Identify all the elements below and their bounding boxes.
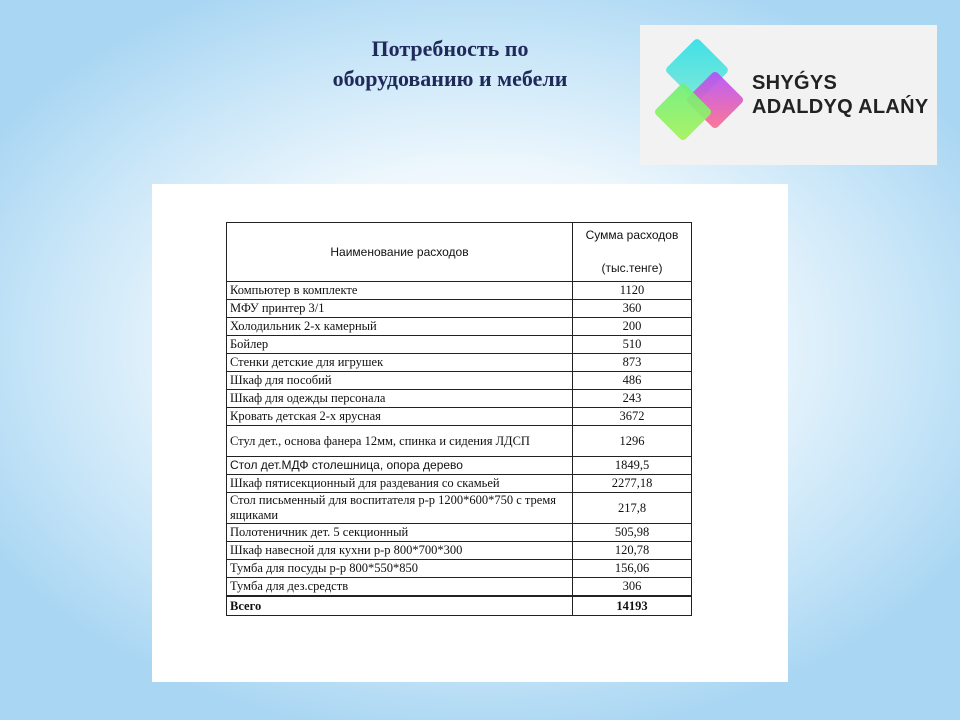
slide-title-line1: Потребность по	[371, 36, 529, 61]
costs-table	[226, 222, 692, 616]
table-row	[227, 354, 692, 372]
table-row	[227, 372, 692, 390]
table-total-row	[227, 596, 692, 616]
row-name: Стул дет., основа фанера 12мм, спинка и сидения ЛДСП	[227, 426, 573, 457]
table-row	[227, 475, 692, 493]
row-name: МФУ принтер 3/1	[227, 300, 573, 318]
table-row	[227, 408, 692, 426]
row-name: Бойлер	[227, 336, 573, 354]
logo-text	[752, 71, 929, 119]
row-name: Холодильник 2-х камерный	[227, 318, 573, 336]
table-row	[227, 524, 692, 542]
slide-title-line2: оборудованию и мебели	[332, 66, 568, 91]
row-amount: 306	[573, 578, 692, 597]
table-row	[227, 493, 692, 524]
row-amount: 360	[573, 300, 692, 318]
row-name: Тумба для дез.средств	[227, 578, 573, 597]
table-row	[227, 457, 692, 475]
table-row	[227, 560, 692, 578]
row-name: Шкаф навесной для кухни р-р 800*700*300	[227, 542, 573, 560]
row-name: Тумба для посуды р-р 800*550*850	[227, 560, 573, 578]
row-name: Стенки детские для игрушек	[227, 354, 573, 372]
scanned-document	[152, 184, 788, 682]
row-amount: 120,78	[573, 542, 692, 560]
logo	[640, 25, 937, 165]
slide-title	[270, 34, 630, 94]
table-row	[227, 390, 692, 408]
row-name: Стол письменный для воспитателя р-р 1200*600*750 с тремя ящиками	[227, 493, 573, 524]
row-amount: 873	[573, 354, 692, 372]
table-row	[227, 318, 692, 336]
row-name: Компьютер в комплекте	[227, 282, 573, 300]
header-name: Наименование расходов	[227, 223, 573, 282]
table-header-row	[227, 223, 692, 282]
header-sum-unit: (тыс.тенге)	[601, 261, 663, 275]
logo-text-line1: SHYǴYS	[752, 72, 838, 94]
table-row	[227, 300, 692, 318]
header-sum-label: Сумма расходов	[585, 228, 679, 242]
row-amount: 486	[573, 372, 692, 390]
row-amount: 200	[573, 318, 692, 336]
row-name: Кровать детская 2-х ярусная	[227, 408, 573, 426]
row-name: Шкаф пятисекционный для раздевания со скамьей	[227, 475, 573, 493]
row-amount: 156,06	[573, 560, 692, 578]
total-label: Всего	[227, 596, 573, 616]
row-name: Шкаф для пособий	[227, 372, 573, 390]
row-name: Полотеничник дет. 5 секционный	[227, 524, 573, 542]
row-amount: 505,98	[573, 524, 692, 542]
row-amount: 3672	[573, 408, 692, 426]
row-amount: 217,8	[573, 493, 692, 524]
table-row	[227, 336, 692, 354]
row-name: Шкаф для одежды персонала	[227, 390, 573, 408]
logo-text-line2: ADALDYQ ALAŃY	[752, 96, 929, 118]
row-amount: 1296	[573, 426, 692, 457]
header-sum	[573, 223, 692, 282]
table-row	[227, 542, 692, 560]
total-amount: 14193	[573, 596, 692, 616]
table-row	[227, 282, 692, 300]
table-row	[227, 578, 692, 597]
row-amount: 1849,5	[573, 457, 692, 475]
overlapping-squares-logo-icon	[652, 39, 762, 149]
row-amount: 243	[573, 390, 692, 408]
row-amount: 510	[573, 336, 692, 354]
row-amount: 1120	[573, 282, 692, 300]
row-amount: 2277,18	[573, 475, 692, 493]
row-name: Стол дет.МДФ столешница, опора дерево	[227, 457, 573, 475]
table-row	[227, 426, 692, 457]
